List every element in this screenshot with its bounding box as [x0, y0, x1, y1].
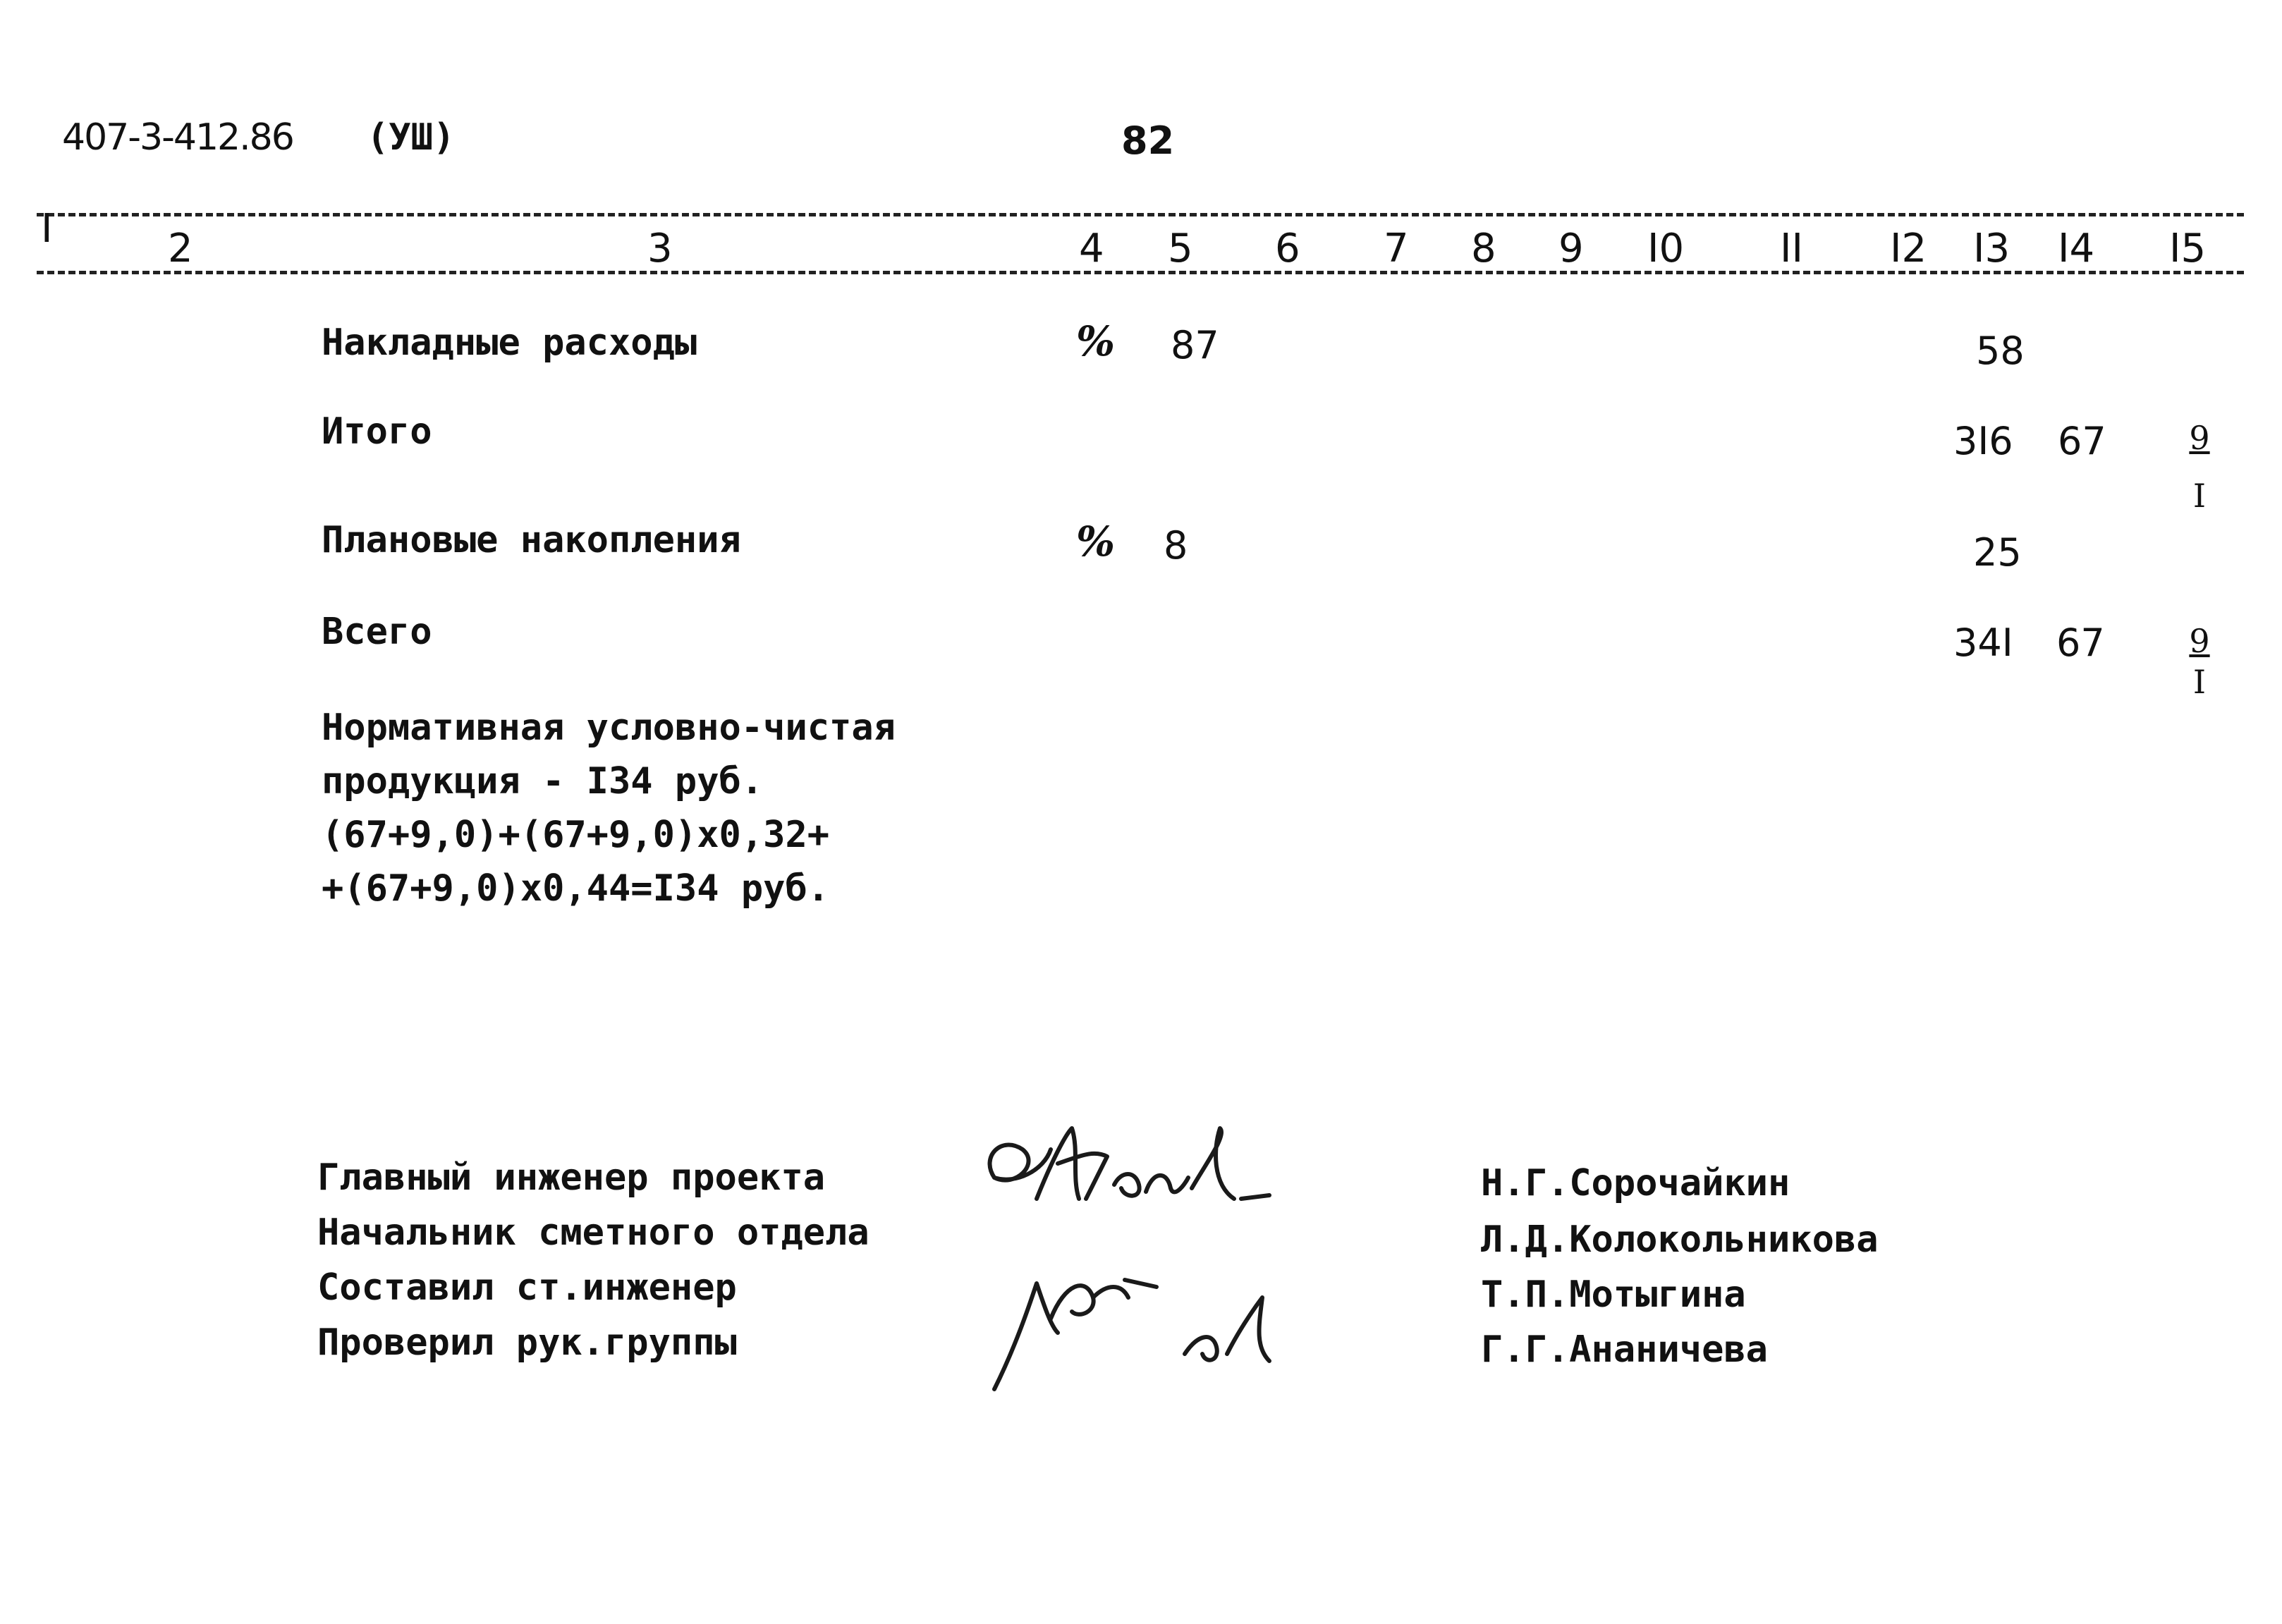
column-number: 2	[168, 226, 193, 271]
signer-name: Т.П.Мотыгина	[1481, 1274, 1746, 1316]
column-number: I0	[1647, 226, 1685, 271]
column-number: 7	[1384, 226, 1409, 271]
col15-value-bottom: I	[2192, 477, 2207, 515]
signature-stroke	[1192, 1128, 1234, 1199]
handwritten-signatures	[973, 1121, 1340, 1396]
signature-stroke	[1146, 1176, 1188, 1192]
col15-value-top: 9	[2189, 622, 2210, 660]
signature-stroke	[994, 1283, 1058, 1389]
signer-role: Проверил рук.группы	[317, 1321, 737, 1364]
column-number: 8	[1471, 226, 1496, 271]
col14-value: 67	[2058, 419, 2106, 463]
signature-stroke	[1185, 1337, 1217, 1360]
unit-percent: %	[1076, 518, 1116, 566]
col13-value: 58	[1976, 329, 2025, 373]
row-label: Накладные расходы	[322, 322, 697, 364]
column-number: II	[1780, 226, 1804, 271]
col5-value: 8	[1164, 523, 1188, 568]
document-code: 407-3-412.86	[62, 116, 293, 159]
note-line: (67+9,0)+(67+9,0)x0,32+	[322, 814, 830, 856]
col13-value: 34I	[1953, 621, 2013, 665]
page-number: 82	[1121, 118, 1175, 163]
column-number: I3	[1973, 226, 2011, 271]
signature-stroke	[1241, 1195, 1269, 1199]
signature-stroke	[1114, 1174, 1140, 1196]
column-number: 3	[647, 226, 673, 271]
signer-name: Г.Г.Ананичева	[1481, 1329, 1768, 1371]
row-label: Всего	[322, 611, 432, 653]
signature-stroke	[1093, 1287, 1128, 1298]
signer-role: Составил ст.инженер	[317, 1266, 737, 1309]
col5-value: 87	[1171, 323, 1219, 367]
column-number: 6	[1275, 226, 1300, 271]
column-number: I2	[1890, 226, 1927, 271]
col15-value-top: 9	[2189, 419, 2210, 457]
signer-role: Главный инженер проекта	[317, 1156, 826, 1199]
col13-value: 25	[1973, 530, 2022, 575]
row-label: Плановые накопления	[322, 519, 741, 561]
section-marker: (УШ)	[367, 116, 456, 159]
column-number: I	[41, 206, 53, 252]
column-number: 5	[1168, 226, 1193, 271]
note-line: Нормативная условно-чистая	[322, 707, 896, 749]
column-number: I4	[2058, 226, 2095, 271]
signer-name: Л.Д.Колокольникова	[1481, 1219, 1879, 1261]
note-line: +(67+9,0)x0,44=I34 руб.	[322, 867, 830, 910]
unit-percent: %	[1076, 317, 1116, 365]
col14-value: 67	[2056, 621, 2105, 665]
column-number: I5	[2169, 226, 2207, 271]
signer-name: Н.Г.Сорочайкин	[1481, 1162, 1790, 1204]
signer-role: Начальник сметного отдела	[317, 1211, 870, 1254]
note-line: продукция - I34 руб.	[322, 760, 764, 802]
signature-stroke	[1125, 1280, 1157, 1287]
signature-stroke	[1058, 1154, 1107, 1199]
column-number: 9	[1558, 226, 1584, 271]
row-label: Итого	[322, 410, 432, 453]
signature-stroke	[1051, 1286, 1094, 1319]
col15-value-bottom: I	[2192, 663, 2207, 701]
signature-stroke	[1227, 1298, 1269, 1361]
col13-value: 3I6	[1953, 419, 2013, 463]
signature-stroke	[990, 1145, 1051, 1180]
column-number: 4	[1079, 226, 1104, 271]
header-top-rule	[37, 213, 2244, 216]
